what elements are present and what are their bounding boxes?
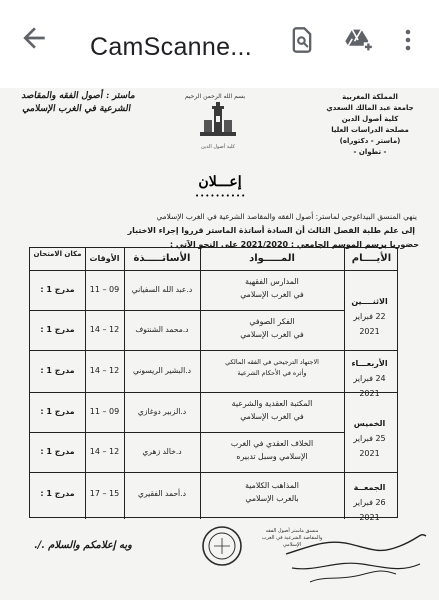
notice-paragraph-line: ينهي المنسق البيداغوجي لماستر: أصول الفقه والمقاصد الشرعية في الغرب الإسلامي (156, 212, 417, 221)
back-button[interactable] (18, 22, 50, 54)
course-line: في الغرب الإسلامي (240, 290, 304, 299)
course-cell (200, 397, 344, 423)
day-name: الاثنــــين (351, 297, 388, 306)
letterhead-right-line: مصلحة الدراسات العليا (331, 126, 409, 134)
time-cell: 09 – 11 (89, 285, 120, 294)
course-cell (200, 479, 344, 505)
room-cell: مدرج 1 : (40, 447, 75, 456)
letterhead-right-line: المملكة المغربية (342, 93, 398, 101)
course-line: الاجتهاد الترجيحي في الفقه المالكي (225, 358, 319, 366)
professor-cell: د.البشير الريسوني (132, 366, 192, 375)
day-cell (342, 480, 397, 525)
course-line: في الغرب الإسلامي (240, 412, 304, 421)
university-logo (196, 102, 240, 144)
closing-line: وبه إعلامكم والسلام ./. (34, 540, 133, 551)
day-cell (342, 356, 397, 401)
time-cell: 09 – 11 (89, 407, 120, 416)
document-preview[interactable] (0, 88, 439, 600)
course-line: المذاهب الكلامية (245, 481, 299, 490)
stamp-line: والمقاصد الشرعية في الغرب (261, 535, 323, 541)
row-divider (30, 472, 397, 473)
course-cell (200, 357, 344, 379)
day-cell (342, 294, 397, 339)
room-cell: مدرج 1 : (40, 285, 75, 294)
notice-paragraph-line: حضوريا برسم الموسم الجامعي : 2021/2020 على النحو الآتي : (169, 240, 419, 249)
logo-caption: كلية أصول الدين (201, 144, 235, 150)
letterhead-master-name (8, 90, 147, 116)
row-divider (30, 310, 344, 311)
room-cell: مدرج 1 : (40, 407, 75, 416)
day-name: الأربعـــاء (351, 359, 388, 368)
day-date: 26 فبراير 2021 (353, 498, 386, 522)
time-cell: 15 – 17 (89, 489, 120, 498)
more-vertical-icon (398, 26, 418, 54)
stamp-line: منسق ماستر أصول الفقه (265, 528, 319, 534)
open-with-button[interactable] (288, 26, 316, 54)
header-exam-location: مكان الامتحان (33, 250, 82, 258)
app-bar (0, 0, 439, 88)
basmala: بسم الله الرحمن الرحيم (184, 93, 246, 100)
arrow-left-icon (18, 22, 50, 54)
course-line: المكتبة العقدية والشرعية (231, 399, 313, 408)
professor-cell: د.الزبير دوغازي (137, 407, 187, 416)
letterhead-left-line: ماستر : أصول الفقه والمقاصد (20, 91, 136, 101)
letterhead-right-line: كلية أصول الدين (341, 115, 399, 123)
day-date: 22 فبراير 2021 (353, 312, 386, 336)
stamp-line: الإسلامي (282, 542, 302, 548)
course-line: المدارس الفقهية (245, 277, 299, 286)
course-line: الإسلامي وسبل تدبيره (236, 452, 308, 461)
room-cell: مدرج 1 : (40, 325, 75, 334)
exam-schedule-table (29, 247, 398, 522)
course-line: الخلاف العقدي في الغرب (230, 439, 314, 448)
course-line: الفكر الصوفي (249, 317, 295, 326)
notice-title: إعـــلان (198, 174, 242, 190)
header-days: الأيــــام (351, 253, 392, 264)
room-cell: مدرج 1 : (40, 366, 75, 375)
add-to-drive-button[interactable] (343, 26, 371, 54)
letterhead-right-line: - تطوان - (353, 148, 387, 156)
day-name: الخميس (353, 419, 386, 428)
time-cell: 12 – 14 (89, 325, 120, 334)
add-to-drive-icon (343, 26, 373, 54)
day-date: 25 فبراير 2021 (353, 434, 386, 458)
letterhead-left-line: الشرعية في الغرب الإسلامي (21, 104, 132, 114)
course-line: في الغرب الإسلامي (240, 330, 304, 339)
letterhead-institution (315, 92, 425, 158)
course-line: وأثره في الأحكام الشرعية (237, 369, 307, 377)
title-dots: •••••••••• (195, 192, 247, 200)
course-line: بالغرب الإسلامي (245, 494, 299, 503)
day-name: الجمعــة (353, 483, 386, 492)
file-title: CamScanne... (90, 33, 253, 61)
course-cell (200, 437, 344, 463)
row-divider (30, 432, 344, 433)
open-with-icon (288, 26, 316, 54)
official-stamp (200, 524, 244, 568)
handwritten-signature (280, 524, 430, 594)
row-divider (30, 270, 397, 271)
header-courses: المـــــواد (249, 253, 295, 264)
day-cell (342, 416, 397, 461)
course-cell (200, 315, 344, 341)
more-options-button[interactable] (398, 26, 418, 54)
header-times: الأوقات (89, 254, 120, 263)
course-cell (200, 275, 344, 301)
time-cell: 12 – 14 (89, 366, 120, 375)
professor-cell: د.عبد الله السفياني (131, 285, 193, 294)
professor-cell: د.أحمد الفقيري (138, 489, 186, 498)
header-professors: الأساتـــــذة (133, 253, 191, 264)
letterhead-right-line: جامعة عبد المالك السعدي (326, 104, 414, 112)
time-cell: 12 – 14 (89, 447, 120, 456)
professor-cell: د.خالد زهري (142, 447, 182, 456)
notice-paragraph-line: إلى علم طلبة الفصل الثالث أن السادة أساتذة الماستر قرروا إجراء الاختبار (127, 226, 415, 235)
professor-cell: د.محمد الشنتوف (135, 325, 189, 334)
room-cell: مدرج 1 : (40, 489, 75, 498)
row-divider (30, 350, 397, 351)
letterhead-right-line: (ماستر - دكتوراه) (339, 137, 401, 145)
day-date: 24 فبراير 2021 (353, 374, 386, 398)
